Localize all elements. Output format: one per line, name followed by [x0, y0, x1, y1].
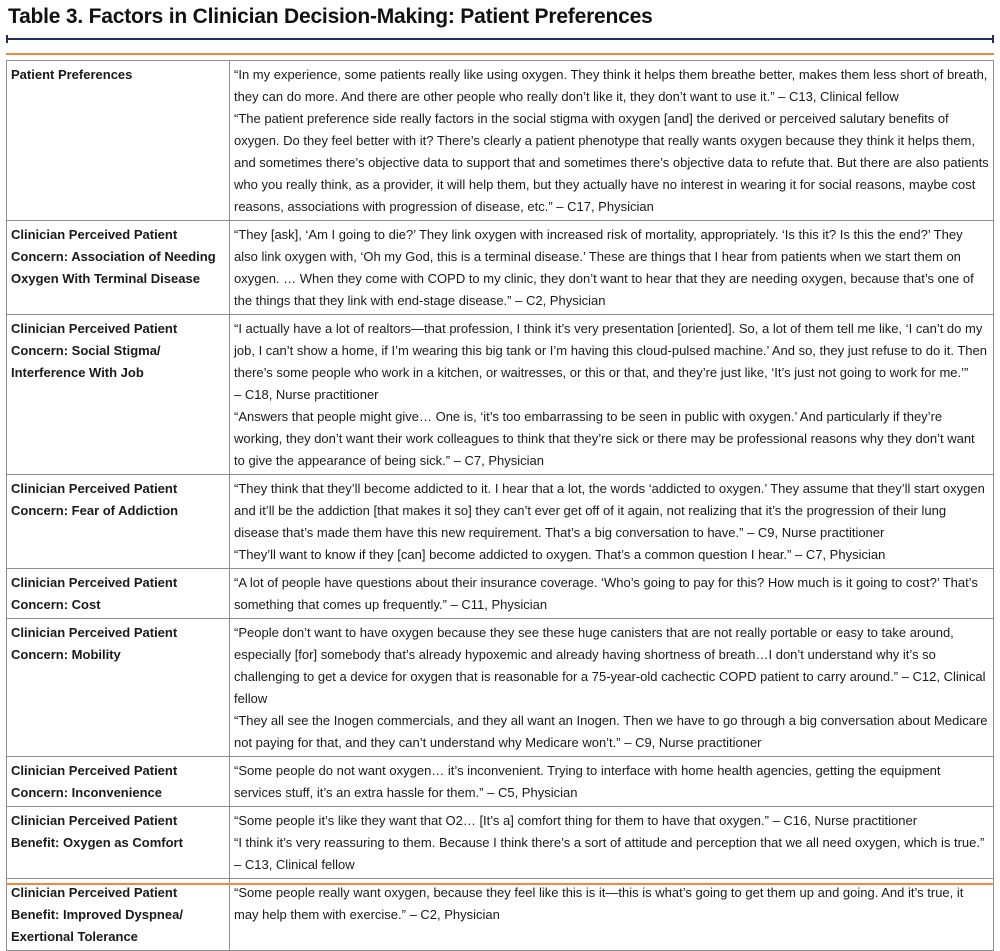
- table-title: Table 3. Factors in Clinician Decision-Making: Patient Preferences: [8, 5, 653, 28]
- table-row: [7, 619, 994, 757]
- row-quotes: [230, 619, 994, 757]
- row-category: Patient Preferences: [7, 61, 230, 221]
- row-quotes: [230, 807, 994, 879]
- header-divider: [6, 53, 994, 55]
- table-row: [7, 807, 994, 879]
- factors-table: [6, 60, 994, 951]
- quote-text: “Some people do not want oxygen… it’s inconvenient. Trying to interface with home health agencies, getting the equipment services stuff, it’s an extra hassle for them.” – C5, Physician: [234, 763, 941, 800]
- table-row: [7, 879, 994, 951]
- row-quotes: [230, 569, 994, 619]
- table-row: [7, 61, 994, 221]
- row-category: Clinician Perceived Patient Concern: Association of Needing Oxygen With Terminal Disease: [7, 221, 230, 315]
- table-row: [7, 315, 994, 475]
- quote-text: “They [ask], ‘Am I going to die?’ They link oxygen with increased risk of mortality, appropriately. ‘Is this it? Is this the end?’ They also link oxygen with, ‘Oh my God, this is a terminal disease.’ These are things that I hear from patients when we start them on oxygen. … When they come with COPD to my clinic, they don’t want to hear that they are needing oxygen, because that’s one of the things that they link with end-stage disease.” – C2, Physician: [234, 227, 974, 308]
- quote-text: “In my experience, some patients really like using oxygen. They think it helps them breathe better, makes them less short of breath, they can do more. And there are other people who really don’t like it, they don’t want to use it.” – C13, Clinical fellow: [234, 67, 988, 104]
- row-category: Clinician Perceived Patient Benefit: Improved Dyspnea/ Exertional Tolerance: [7, 879, 230, 951]
- quote-text: “Answers that people might give… One is, ‘it’s too embarrassing to be seen in public with oxygen.’ And particularly if they’re working, they don’t want their work colleagues to think that they’re sick or there may be professional reasons why they don’t want to give the appearance of being sick.” – C7, Physician: [234, 409, 975, 468]
- table-row: [7, 221, 994, 315]
- row-category: Clinician Perceived Patient Concern: Mobility: [7, 619, 230, 757]
- row-category: Clinician Perceived Patient Benefit: Oxygen as Comfort: [7, 807, 230, 879]
- row-quotes: [230, 61, 994, 221]
- table-row: [7, 757, 994, 807]
- row-category: Clinician Perceived Patient Concern: Inconvenience: [7, 757, 230, 807]
- row-category: Clinician Perceived Patient Concern: Social Stigma/ Interference With Job: [7, 315, 230, 475]
- quote-attribution: – C18, Nurse practitioner: [234, 387, 379, 402]
- row-quotes: [230, 879, 994, 951]
- row-quotes: [230, 221, 994, 315]
- quote-text: “A lot of people have questions about their insurance coverage. ‘Who’s going to pay for this? How much is it going to cost?’ That’s something that comes up frequently.” – C11, Physician: [234, 575, 978, 612]
- quote-text: “Some people it’s like they want that O2… [It’s a] comfort thing for them to have that oxygen.” – C16, Nurse practitioner: [234, 813, 918, 828]
- row-quotes: [230, 315, 994, 475]
- quote-text: “People don’t want to have oxygen because they see these huge canisters that are not really portable or easy to take around, especially [for] somebody that’s already hypoxemic and already having shortness of breath…I don’t understand why it’s so challenging to get a device for oxygen that is reasonable for a 75-year-old cachectic COPD patient to carry around.” – C12, Clinical fellow: [234, 625, 986, 706]
- title-rule: [6, 38, 994, 40]
- footer-rule: [6, 883, 994, 885]
- quote-text: “They all see the Inogen commercials, and they all want an Inogen. Then we have to go through a big conversation about Medicare not paying for that, and they can’t understand why Medicare won’t.” – C9, Nurse practitioner: [234, 713, 988, 750]
- quote-text: “They’ll want to know if they [can] become addicted to oxygen. That’s a common question I hear.” – C7, Physician: [234, 547, 886, 562]
- row-category: Clinician Perceived Patient Concern: Fear of Addiction: [7, 475, 230, 569]
- quote-text: “I actually have a lot of realtors—that profession, I think it’s very presentation [oriented]. So, a lot of them tell me like, ‘I can’t do my job, I can’t show a home, if I’m wearing this big tank or I’m having this cloud-pulsed machine.’ And so, they just refuse to do it. Then there’s some people who work in a kitchen, or waitresses, or this or that, and they’re just like, ‘It’s just not going to work for me.’”: [234, 321, 987, 380]
- table-row: [7, 475, 994, 569]
- row-quotes: [230, 475, 994, 569]
- row-category: Clinician Perceived Patient Concern: Cost: [7, 569, 230, 619]
- table-row: [7, 569, 994, 619]
- quote-text: “Some people really want oxygen, because they feel like this is it—this is what’s going to get them up and going. And it’s true, it may help them with exercise.” – C2, Physician: [234, 885, 964, 922]
- row-quotes: [230, 757, 994, 807]
- quote-text: “I think it’s very reassuring to them. Because I think there’s a sort of attitude and perception that we all need oxygen, which is true.” – C13, Clinical fellow: [234, 835, 985, 872]
- quote-text: “The patient preference side really factors in the social stigma with oxygen [and] the derived or perceived salutary benefits of oxygen. Do they feel better with it? There’s clearly a patient phenotype that really wants oxygen because they think it helps them, and sometimes there’s objective data to support that and sometimes there’s objective data to refute that. But there are also patients who you really think, as a provider, it will help them, but they actually have no interest in wearing it for social reasons, maybe cost reasons, associations with progression of disease, etc.” – C17, Physician: [234, 111, 989, 214]
- quote-text: “They think that they’ll become addicted to it. I hear that a lot, the words ‘addicted to oxygen.’ They assume that they’ll start oxygen and it’ll be the addiction [that makes it so] they can’t ever get off of it again, not realizing that it’s the progression of their lung disease that’s made them have this new requirement. That’s a big conversation to have.” – C9, Nurse practitioner: [234, 481, 985, 540]
